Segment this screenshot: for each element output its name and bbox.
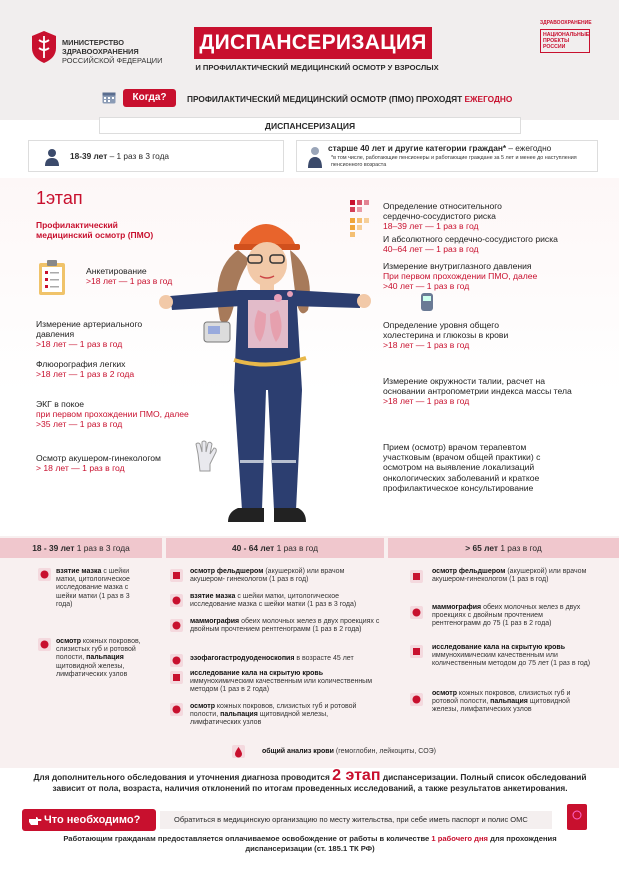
item-text: обеих молочных желез в двух проекциях с двойным прочтением рентгенограмм до 75 (1 раз в 2 года) <box>432 604 581 628</box>
item-text: щитовидной железы, лимфатических узлов <box>56 662 128 678</box>
exam-detail-pre: При первом прохождении ПМО, далее <box>383 271 538 282</box>
col2-item <box>190 568 380 584</box>
item-text: кожных покровов, слизистых губ и ротовой полости, <box>190 703 357 719</box>
item-text: щитовидной железы, лимфатических узлов <box>432 698 570 714</box>
item-bold: осмотр <box>56 638 81 645</box>
glucometer-icon <box>420 292 434 312</box>
item-bold: осмотр <box>432 690 457 697</box>
ministry-line: ЗДРАВООХРАНЕНИЯ <box>62 47 139 56</box>
col-head-bold: > 65 лет <box>465 543 498 553</box>
col1-item <box>56 568 146 609</box>
item-bold: осмотр фельдшером <box>190 568 264 575</box>
item-text: иммунохимическим качественным или количественным методом до 75 лет (1 раз в год) <box>432 652 591 668</box>
exam-item-questionnaire <box>86 266 196 286</box>
column-header-40-64 <box>166 538 384 558</box>
what-needed-text: Обратиться в медицинскую организацию по месту жительства, при себе иметь паспорт и полис ОМС <box>160 811 552 829</box>
col-head-bold: 18 - 39 лет <box>32 543 75 553</box>
stool-test-icon <box>410 645 423 658</box>
item-text: щитовидной железы, лимфатических узлов <box>190 711 329 727</box>
exam-detail: > 18 лет — 1 раз в год <box>36 463 125 474</box>
item-bold: общий анализ крови <box>262 748 334 755</box>
leave-post: для прохождения диспансеризации (ст. 185.1 ТК РФ) <box>245 834 557 853</box>
questionnaire-icon <box>38 260 66 296</box>
item-bold: осмотр фельдшером <box>432 568 506 575</box>
leave-red: 1 рабочего дня <box>431 834 488 843</box>
exam-title: Определение относительного сердечно-сосудистого риска <box>383 201 502 222</box>
person-icon <box>44 148 60 166</box>
col2-item <box>190 593 380 609</box>
exam-detail: >18 лет — 1 раз в год <box>383 340 470 351</box>
item-text: обеих молочных желез в двух проекциях с двойным прочтением рентгенограмм (1 раз в 2 года) <box>190 618 380 634</box>
exam-detail: >35 лет — 1 раз в год <box>36 419 123 430</box>
exam-title: Флюорография легких <box>36 359 126 369</box>
page-title: ДИСПАНСЕРИЗАЦИЯ <box>194 27 432 59</box>
np-top: ЗДРАВООХРАНЕНИЕ <box>540 20 592 26</box>
col-head-rest: 1 раз в год <box>274 543 318 553</box>
exam-title: Анкетирование <box>86 266 147 276</box>
col-head-rest: 1 раз в 3 года <box>74 543 130 553</box>
exam-title: Определение уровня общего холестерина и глюкозы в крови <box>383 320 509 341</box>
stage2-pre: Для дополнительного обследования и уточнения диагноза проводится <box>33 772 330 782</box>
item-bold: исследование кала на скрытую кровь <box>432 644 566 651</box>
stool-test-icon <box>170 671 183 684</box>
item-text: (гемоглобин, лейкоциты, СОЭ) <box>333 748 437 755</box>
stage2-note <box>20 767 600 794</box>
worker-illustration <box>150 210 380 530</box>
exam-detail: >40 лет — 1 раз в год <box>383 281 470 292</box>
exam-title: Измерение артериального давления <box>36 319 143 340</box>
item-bold: пальпация <box>220 711 258 719</box>
item-text: (акушеркой) или врачом акушером- гинекологом (1 раз в год) <box>190 568 345 584</box>
column-header-65-plus <box>388 538 619 558</box>
age1-bold: 18-39 лет <box>70 151 108 161</box>
np-box: НАЦИОНАЛЬНЫЕ ПРОЕКТЫ РОССИИ <box>540 29 590 53</box>
when-main: ПРОФИЛАКТИЧЕСКИЙ МЕДИЦИНСКИЙ ОСМОТР (ПМО) ПРОХОДЯТ <box>187 94 463 104</box>
item-text: (акушеркой) или врачом акушером-гинекологом (1 раз в год) <box>432 568 587 584</box>
exam-title: И абсолютного сердечно-сосудистого риска <box>383 234 558 244</box>
pmo-title: Профилактический медицинский осмотр (ПМО) <box>36 220 154 240</box>
stage2-label: 2 этап <box>332 767 381 784</box>
age1-rest: – 1 раз в 3 года <box>107 151 170 161</box>
item-bold: взятие мазка <box>56 568 102 575</box>
exam-title: Измерение окружности талии, расчет на основании антропометрии индекса массы тела <box>383 376 572 397</box>
exam-item-gynecologist <box>36 453 186 473</box>
exam-title: Измерение внутриглазного давления <box>383 261 532 271</box>
doctor-icon <box>170 569 183 582</box>
exam-item-relative-risk <box>383 201 533 232</box>
passport-icon <box>566 803 588 831</box>
national-projects-logo <box>540 20 590 53</box>
disp-bar: ДИСПАНСЕРИЗАЦИЯ <box>99 117 521 134</box>
doctor-icon <box>410 570 423 583</box>
item-bold: взятие мазка <box>190 593 236 600</box>
skin-exam-icon <box>170 703 183 716</box>
col3-item <box>432 644 592 669</box>
exam-title: ЭКГ в покое <box>36 399 85 409</box>
ministry-emblem-icon <box>30 30 58 64</box>
stage2-post: диспансеризации. Полный список обследований зависит от пола, возраста, наличия отклонений по итогам проведенных исследований, а также результатов анкетирования. <box>52 772 587 793</box>
col-head-bold: 40 - 64 лет <box>232 543 275 553</box>
when-text <box>187 94 512 104</box>
when-badge: Когда? <box>123 89 176 107</box>
exam-detail: 18–39 лет — 1 раз в год <box>383 221 479 232</box>
exam-item-therapist <box>383 442 563 493</box>
blood-test-icon <box>232 745 245 758</box>
elderly-person-icon <box>306 146 324 168</box>
item-bold: эзофагогастродуоденоскопия <box>190 655 295 662</box>
col2-item <box>190 618 380 634</box>
pointing-hand-icon <box>28 814 42 826</box>
swab-icon <box>38 568 51 581</box>
col3-item <box>432 568 592 584</box>
exam-item-cholesterol <box>383 320 543 351</box>
exam-item-waist <box>383 376 573 407</box>
item-text: с шейки матки, цитологическое исследование мазка с шейки матки (1 раз в 3 года) <box>190 593 357 609</box>
item-text: кожных покровов, слизистых губ и ротовой полости, <box>432 690 571 706</box>
age2-text <box>328 143 551 153</box>
item-text: с шейки матки, цитологическое исследование мазка с шейки матки (1 раз в 3 года) <box>56 568 130 608</box>
when-red: ЕЖЕГОДНО <box>464 94 513 104</box>
ministry-name <box>62 38 182 65</box>
item-bold: пальпация <box>86 654 124 662</box>
item-bold: маммография <box>432 604 482 611</box>
ministry-line: РОССИЙСКОЙ ФЕДЕРАЦИИ <box>62 56 163 65</box>
exam-item-blood-pressure <box>36 319 166 350</box>
col2-item <box>190 655 380 663</box>
leave-pre: Работающим гражданам предоставляется оплачиваемое освобождение от работы в количестве <box>63 834 430 843</box>
swab-icon <box>170 594 183 607</box>
col1-item <box>56 638 146 679</box>
mammography-icon <box>170 619 183 632</box>
item-bold: пальпация <box>490 698 528 706</box>
risk-grid-icon <box>350 200 376 246</box>
endoscopy-icon <box>170 654 183 667</box>
exam-title: Прием (осмотр) врачом терапевтом участковым (врачом общей практики) с осмотром на выявление локализаций онкологических заболеваний и краткое профилактическое консультирование <box>383 442 541 493</box>
item-bold: исследование кала на скрытую кровь <box>190 670 324 677</box>
age1-text <box>70 151 169 161</box>
item-bold: маммография <box>190 618 240 625</box>
item-bold: осмотр <box>190 703 215 710</box>
exam-detail: >18 лет — 1 раз в 2 года <box>36 369 135 380</box>
item-text: в возрасте 45 лет <box>294 655 354 662</box>
item-text: иммунохимическим качественным или количественным методом (1 раз в 2 года) <box>190 678 373 694</box>
item-text: кожных покровов, слизистых губ и ротовой полости, <box>56 638 141 662</box>
age2-bold: старше 40 лет и другие категории граждан* <box>328 143 507 153</box>
exam-detail: 40–64 лет — 1 раз в год <box>383 244 479 255</box>
calendar-icon <box>102 91 116 104</box>
stage1-title: 1этап <box>36 188 83 208</box>
col3-item <box>432 690 597 715</box>
exam-detail: >18 лет — 1 раз в год <box>383 396 470 407</box>
col3-item <box>432 604 592 629</box>
age2-note: *в том числе, работающие пенсионеры и работающие граждане за 5 лет и менее до наступления пенсионного возраста <box>331 155 577 168</box>
glove-icon <box>192 440 220 472</box>
column-header-18-39 <box>0 538 162 558</box>
what-needed-badge: Что необходимо? <box>22 809 156 831</box>
page-subtitle: И ПРОФИЛАКТИЧЕСКИЙ МЕДИЦИНСКИЙ ОСМОТР У ВЗРОСЛЫХ <box>195 63 439 72</box>
exam-item-absolute-risk <box>383 234 603 254</box>
exam-detail: >18 лет — 1 раз в год <box>36 339 123 350</box>
exam-item-ecg <box>36 399 216 430</box>
ministry-line: МИНИСТЕРСТВО <box>62 38 125 47</box>
age2-rest: – ежегодно <box>506 143 552 153</box>
exam-detail: >18 лет — 1 раз в год <box>86 276 173 287</box>
col2-item <box>190 703 380 728</box>
skin-exam-icon <box>410 693 423 706</box>
work-leave-note <box>60 834 560 854</box>
mammography-icon <box>410 606 423 619</box>
col2-item <box>190 670 380 695</box>
col-head-rest: 1 раз в год <box>498 543 542 553</box>
exam-title: Осмотр акушером-гинекологом <box>36 453 161 463</box>
exam-item-fluorography <box>36 359 166 379</box>
exam-item-eye-pressure <box>383 261 563 292</box>
skin-exam-icon <box>38 638 51 651</box>
blood-test-item <box>262 748 522 756</box>
exam-detail-pre: при первом прохождении ПМО, далее <box>36 409 189 420</box>
